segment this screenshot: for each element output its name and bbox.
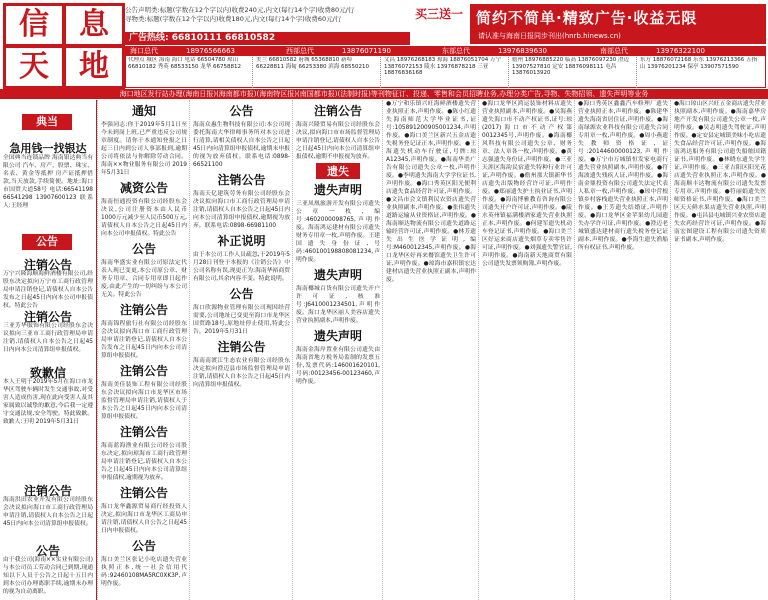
apology-title: 致歉信 [29,366,66,380]
notice-body: 海南椰城百货有限公司遗失开户许可证,核准号:J6410001234501,声明作废。海口龙华区丽人美容店遗失营业执照副本,声明作废。 [296,286,380,324]
notice-body: 万宁兴隆海顺海鲜酒楼有限公司,经股东决定拟向万宁市工商行政管理局申请注销登记,请债权人自本公告发布之日起45日内向本公司申报债权。特此公告 [3,271,93,309]
notice-title: 减资公告 [119,181,168,195]
notice-body: 海口欣源物业管理有限公司现因经营需要,公司地址已变更至海口市龙华区国贸路18号,原地址停止使用,特此公告。2019年5月31日 [193,305,290,335]
notice-body: ●海口琼山区兴旺五金商店遗失营业执照副本,声明作废。●海南嘉华房地产开发有限公司遗失公章一枚,声明作废。●吴志明遗失驾驶证,声明作废。●定安县定城镇美味小吃店遗失食品经营许可证,声明作废。●海南鸿达船务有限公司遗失船舶国籍证书,声明作废。●林晓东遗失学生证,声明作废。●三亚吉阳区阳光花店遗失营业执照正本,声明作废。●海南顺丰达物流有限公司遗失发票专用章,声明作废。●符丽娟遗失医师资格证书,声明作废。●海口美兰区天天鲜水果店遗失营业执照,声明作废。●屯昌县屯城镇兴业农资店遗失农药经营许可证,声明作废。●海南宏图建设工程有限公司遗失资质证书副本,声明作废。 [674,101,767,243]
promo-box [410,6,468,38]
notice-title: 补正说明 [217,234,266,248]
agent-grid-header [126,47,765,56]
notice-title: 公告 [131,242,156,256]
sub-banner: 海口地区发行站办理(海南日报)(海南都市报)(海南特区报)(南国都市报)(法制时报)等刊物征订、投递、零售和会员招聘业务,办理分类广告,寻物、失物招领、遗失声明等业务 [0,89,768,99]
agent-cell: 代理点 城区 海南 海口 电话 66504780 琼山 66810182 秀英 68533150 龙华 66758812 [128,57,253,88]
notice-body: 海南恒通投资有限公司经股东会决议,公司注册资本由人民币1000万元减少至人民币500万元,请债权人自本公告之日起45日内向本公司申报债权。特此公告 [101,199,187,237]
slogan-sub: 请认准与海南日报同步刊出(hnrb.hinews.cn) [478,32,621,40]
column-5 [478,100,575,600]
notice-title: 遗失声明 [313,183,362,197]
notice-title: 通知 [131,104,156,118]
slogan-banner [470,4,766,44]
notice-body: 海南南渡江生态农业有限公司经股东决定拟向澄迈县市场监督管理局申请注销,请债权人自本公告之日起45日内向清算组申报债权。 [193,358,290,388]
agent-header: 18976566663 [186,47,235,55]
notice-title: 注销公告 [119,425,168,439]
apology-body: 本人王明于2019年5月在海口市龙华区驾驶车辆时发生交通事故,对受害人造成伤害,现在此向受害人及其家属致以诚挚的歉意,今后我一定遵守交通法规,安全驾驶。特此致歉。致歉人:王明 2019年5月31日 [3,379,93,425]
notice-title: 注销公告 [23,310,72,324]
left-column [0,100,97,600]
logo-char-1: 信 [3,3,65,47]
notice-body: 海口龙华鑫源贸易商行经投资人决定,拟向海口市龙华区工商局申请注销,请债权人自公告之日起45日内申报债权。 [101,504,187,534]
notice-body: 海南天亿建筑劳务有限公司经股东会决议拟向海口市工商行政管理局申请注销,请债权人自本公告之日起45日内向本公司清算组申报债权,逾期视为放弃。联系电话:0898-66981100 [193,191,290,229]
notice-body: ●海口秀英区鑫鑫汽车修理厂遗失营业执照正本,声明作废。●陈建华遗失海南省居住证,声明作废。●海南绿源农业科技有限公司遗失合同专用章一枚,声明作废。●周小燕遗失教师资格证,证号:20144600000123,声明作废。●万宁市万城镇恒发家电商行遗失营业执照副本,声明作废。●符海波遗失残疾人证,声明作废。●海南金鼎投资有限公司遗失法定代表人私章一枚,声明作废。●琼中营根镇乡村客栈遗失营业执照正本,声明作废。●王芳遗失结婚证,声明作废。●海口龙华区金苹果幼儿园遗失办学许可证,声明作废。●澄迈老城镇盛达建材商行遗失税务登记证副本,声明作废。●李海生遗失渔船所有权证书,声明作废。 [578,101,668,251]
agent-cell: 东方 18876072168 乐东 13976213366 五指山 13976201234 保亭 13907571590 [640,57,757,70]
logo [3,3,121,85]
section-tag-pawn: 典当 [22,114,72,130]
notice-title: 注销公告 [217,173,266,187]
column-2 [189,100,293,600]
column-1 [97,100,190,600]
agent-cell: 文昌 18976268183 琼海 18876051704 万宁 13876072153 陵水 13976878218 三亚 18876836168 [384,57,509,88]
hotline-label: 广告热线: [129,33,169,43]
notice-body: 海南华盛实业有限公司原法定代表人现已变更,本公司原公章、财务专用章、合同专用章即日起作废,由此产生的一切纠纷与本公司无关。特此公告 [101,260,187,298]
notice-body: ●万宁和乐镇兴旺海鲜酒楼遗失营业执照正本,声明作废。●陈小红遗失海南师范大学毕业证书,证号:105891200905001234,声明作废。●海口美兰区新兴五金店遗失税务登记证正本,声明作废。●王海遗失机动车行驶证,号牌:琼A12345,声明作废。●海南华美广告有限公司遗失公章一枚,声明作废。●李明遗失海南大学学位证书,声明作废。●海口秀英区阳光便利店遗失食品经营许可证,声明作废。●文昌市会文镇利民农资店遗失营业执照副本,声明作废。●张伟遗失道路运输从业资格证,声明作废。●海南顺达物流有限公司遗失道路运输经营许可证,声明作废。●林芳遗失出生医学证明,编号:M460012345,声明作废。●海口龙华区好再来餐馆遗失卫生许可证,声明作废。●琼海市嘉积镇宏达建材店遗失营业执照正副本,声明作废。 [386,101,476,283]
notice-body: 三亚芳华服饰有限公司经股东会决议拟向三亚市工商行政管理局申请注销,请债权人自本公告之日起45日内向本公司清算组申报债权。 [3,323,93,353]
notice-body: 三亚凤凰旅游开发有限公司遗失公章一枚,编号:4602000098765,声明作废。海南鸿运建材有限公司遗失财务专用章一枚,声明作废。王建国遗失身份证,号码:460100198808081234,声明作废。 [296,201,380,263]
pricing-line-1: 公告声明类:标题(字数在12个字以内)收费240元,内文(每行14个字)收费80元/行 [125,6,355,14]
hotline-phones: 66810111 66810582 [171,33,276,43]
logo-char-4: 地 [63,45,125,89]
agent-header: 13976839630 [498,47,547,55]
notice-title: 公告 [35,544,60,558]
pawn-body: 全国典当连锁品牌 海南银达典当有限公司 汽车、房产、股票、珠宝、名表、黄金等抵押 房产证抵押借款,当天放款,手续简便。地址:海口市国贸大道58号 电话:66541198 66541298 13907600123 联系人:王经理 [3,155,93,209]
agent-cell: 儋州 18976885220 临高 13876097230 澄迈 13907527810 定安 18876098111 屯昌 13876013920 [512,57,637,88]
notice-body: 海南蓝海渔业有限公司经公司股东决定,拟向琼海市工商行政管理局申请注销登记,请债权人自本公告之日起45日内向本公司清算组申报债权,逾期视为放弃。 [101,443,187,481]
notice-title: 公告 [229,287,254,301]
notice-title: 注销公告 [119,303,168,317]
notice-body: 海南洪田农业开发有限公司经股东会决议拟向海口市工商行政管理局申请注销,请债权人自本公告之日起45日内向本公司清算组申报债权。 [3,497,93,527]
notice-title: 注销公告 [313,104,362,118]
notice-title: 遗失声明 [313,268,362,282]
notice-body: 海口美兰区张记小吃店遗失营业执照正本,统一社会信用代码:92460108MA5RC0XK3P,声明作废。 [101,557,187,587]
slogan-text: 简约不简单·精致广告·收益无限 [476,9,698,27]
agent-header: 13876071190 [342,47,391,55]
notice-body: 由于本公司工作人员疏忽,于2019年5月28日刊登于本报的《注销公告》中公司名称有误,现更正为:海南华裕商贸有限公司,其余内容不变。特此说明。 [193,252,290,282]
masthead [0,0,768,88]
agent-header: 南部总代 [600,47,628,55]
pricing-line-2: 寻物类:标题(字数在12个字以内)收费180元,内文(每行14个字)收费60元/行 [125,14,342,23]
notice-title: 公告 [229,104,254,118]
hotline [125,32,410,45]
notice-body: 海南美佳装饰工程有限公司经股东会决议拟向海口市龙华区市场监督管理局申请注销,请债权人于本公告之日起45日内向本公司清算组申报债权。 [101,382,187,420]
section-tag-notice: 公告 [22,234,72,250]
notice-body: ●海口龙华区鸿运装饰材料店遗失营业执照副本,声明作废。●吴海燕遗失海口市不动产权证书,证号:琼(2017)海口市不动产权第0012345号,声明作废。●海南椰风科技有限公司遗失公章、财务章、法人章各一枚,声明作废。●黄志强遗失身份证,声明作废。●三亚天涯区海韵民宿遗失特种行业许可证,声明作废。●儋州那大镇新华书店遗失出版物经营许可证,声明作废。●郑丽遗失护士执业证书,声明作废。●海南博雅教育咨询有限公司遗失开户许可证,声明作废。●陵水英州镇福满楼酒家遗失营业执照正本,声明作废。●何建军遗失机动车登记证书,声明作废。●海口美兰区好运来商店遗失烟草专卖零售许可证,声明作废。●刘强遗失警官证,声明作废。●海南新天地商贸有限公司遗失发票领购簿,声明作废。 [482,101,572,267]
section-tag-lost: 遗失 [316,163,360,179]
column-4 [382,100,479,600]
notice-title: 注销公告 [23,484,72,498]
promo-text: 买三送一 [414,7,463,21]
column-7 [670,100,768,600]
notice-title: 注销公告 [217,340,266,354]
agent-header: 东部总代 [442,47,470,55]
column-6 [574,100,671,600]
notice-body: 海南兴隆贸易有限公司经股东会决议,拟向海口市市场监督管理局申请注销登记,请债权人自本公告之日起45日内向本公司清算组申报债权,逾期不申报视为放弃。 [296,122,380,160]
notice-title: 公告 [131,539,156,553]
notice-body: 由于我公司(海南××实业有限公司)与本公司员工劳动合同已到期,现通知以下人员于公告之日起十五日内到本公司办理离职手续,逾期未办理的视为自动离职。 [3,557,93,595]
notice-body: 海南金海岸置业有限公司遗失由海南省地方税务局监制的发票五份,发票代码:146001620101,号码:00123456-00123460,声明作废。 [296,347,380,385]
logo-char-2: 息 [63,3,125,47]
agent-grid [125,46,766,88]
notice-body: 海南众惠生物科技有限公司:本公司现委托海南大华律师事务所对本公司进行清算,请相关债权人自本公告之日起45日内向清算组申报债权,逾期未申报的视为放弃债权。联系电话:0898-66521100 [193,122,290,168]
pricing-text [125,6,410,32]
notice-body: 海南锦程旅行社有限公司经股东会决议拟向海口市工商行政管理局申请注销登记,请债权人自本公告发布之日起45日内向本公司清算组申报债权。 [101,321,187,359]
notice-title: 注销公告 [23,258,72,272]
agent-header: 西部总代 [286,47,314,55]
agent-header: 海口总代 [130,47,158,55]
notice-title: 遗失声明 [313,329,362,343]
agent-cell: 美兰 66810582 府城 65368810 新埠 66228811 海甸 66253380 滨海 68550210 [256,57,381,88]
column-3 [292,100,383,600]
logo-char-3: 天 [3,45,65,89]
notice-title: 注销公告 [119,364,168,378]
notice-title: 注销公告 [119,486,168,500]
notice-body: 李强同志:你于2019年5月1日至今未到岗上班,已严重违反公司规章制度。请你于本通知登报之日起三日内到公司人事部报到,逾期公司将依法与你解除劳动合同。海南××物业服务有限公司 2019年5月31日 [101,122,187,176]
agent-header: 13976322100 [656,47,705,55]
pawn-title: 急用钱一找银达 [9,142,87,155]
